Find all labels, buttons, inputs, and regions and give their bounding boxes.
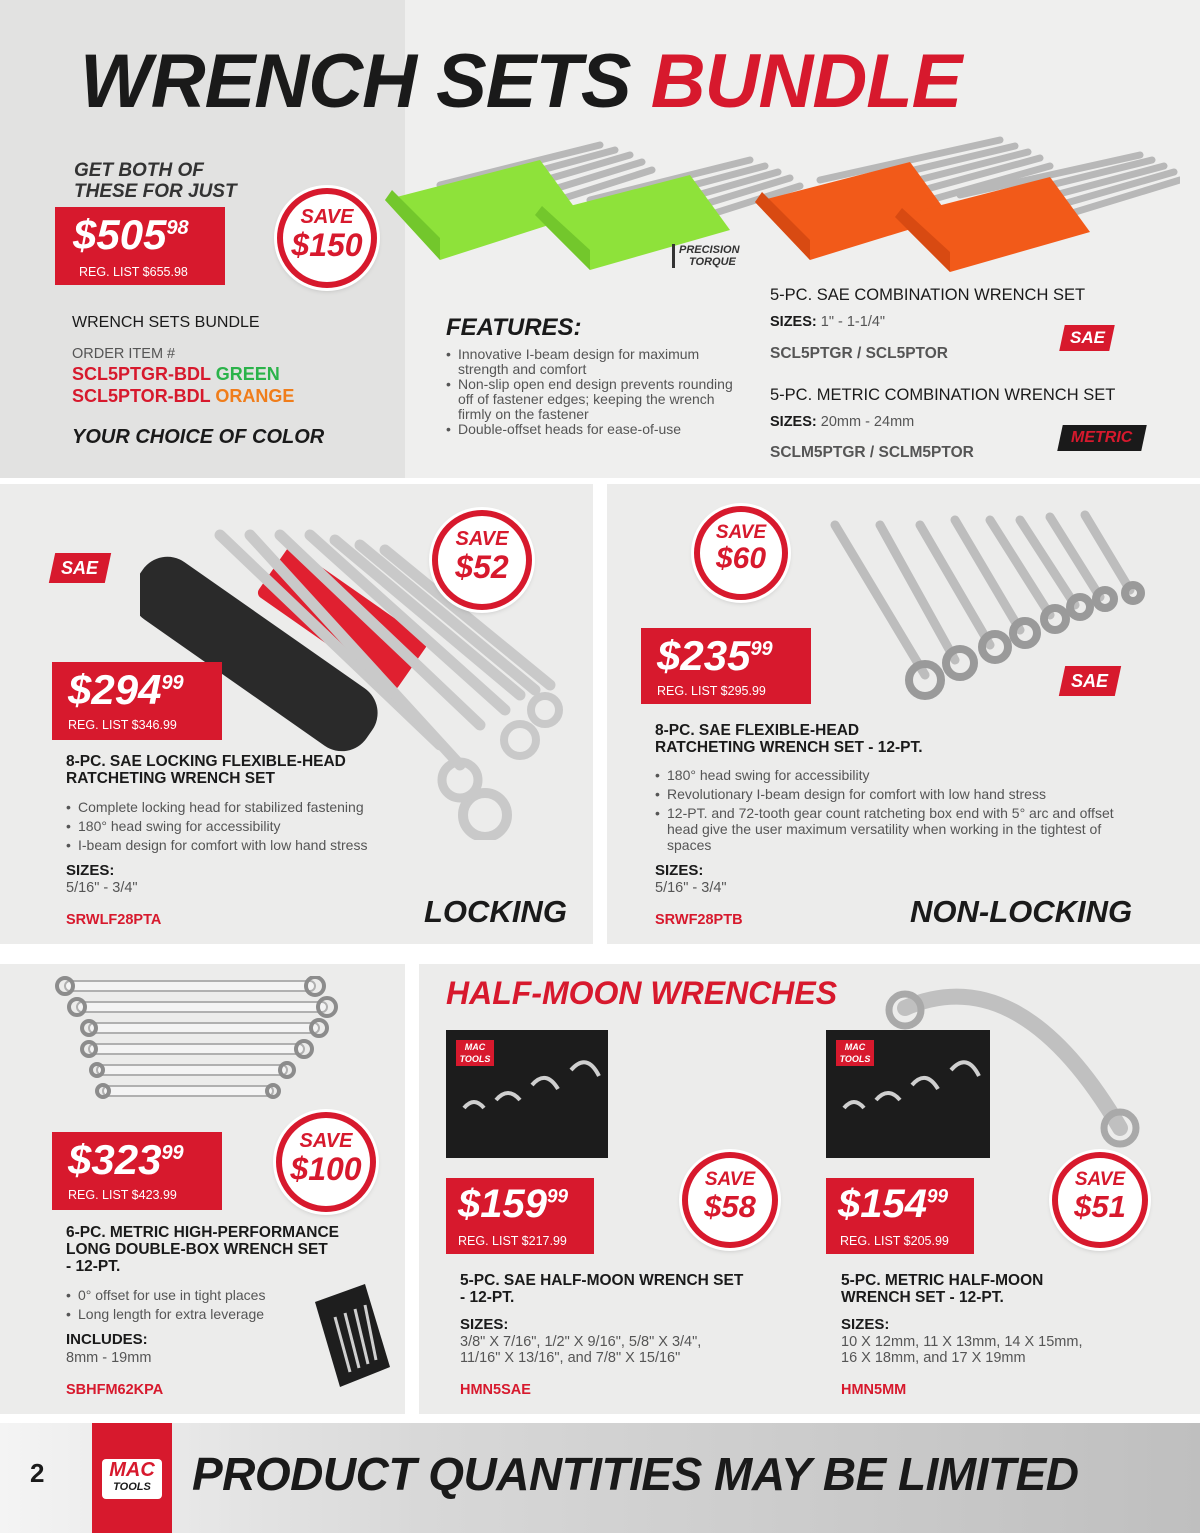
locking-sizes: 5/16" - 3/4" <box>66 880 138 896</box>
bundle-price-box <box>55 207 225 285</box>
mac-tools-logo <box>92 1423 172 1533</box>
doublebox-save-badge <box>276 1112 376 1212</box>
order-label: ORDER ITEM # <box>72 346 176 362</box>
hm-metric-price-box <box>826 1178 974 1254</box>
hm-metric-price-main: $154 <box>838 1182 927 1226</box>
nonlocking-price <box>657 632 773 680</box>
bundle-save-word: SAVE <box>300 206 354 228</box>
hm-sae-save-badge <box>682 1152 778 1248</box>
halfmoon-heading: HALF-MOON WRENCHES <box>446 975 838 1011</box>
nonlocking-price-box <box>641 628 811 704</box>
locking-feature: • 180° head swing for accessibility <box>66 817 446 836</box>
doublebox-price-main: $323 <box>68 1136 162 1183</box>
hm-sae-save-word: SAVE <box>704 1169 756 1190</box>
locking-feature: • I-beam design for comfort with low hand stress <box>66 836 446 855</box>
hm-sae-title-line2: - 12-PT. <box>460 1289 515 1306</box>
metric-pouch-wrenches <box>826 1030 990 1158</box>
doublebox-title-line2: LONG DOUBLE-BOX WRENCH SET <box>66 1241 328 1258</box>
doublebox-feature: • Long length for extra leverage <box>66 1305 326 1324</box>
locking-sae-tag-label: SAE <box>61 558 99 578</box>
order-orange-color: ORANGE <box>215 386 295 406</box>
nonlocking-price-cents: 99 <box>750 638 773 660</box>
sae-halfmoon-pouch <box>446 1030 608 1158</box>
nonlocking-sae-tag <box>1059 666 1121 696</box>
sae-pouch-wrenches <box>446 1030 608 1158</box>
metric-sizes <box>770 414 914 430</box>
hm-metric-title <box>841 1272 1043 1306</box>
sae-pouch-logo-line2: TOOLS <box>459 1054 491 1064</box>
hm-sae-sizes-line1: 3/8" X 7/16", 1/2" X 9/16", 5/8" X 3/4", <box>460 1334 702 1350</box>
metric-halfmoon-pouch <box>826 1030 990 1158</box>
nonlocking-title-line1: 8-PC. SAE FLEXIBLE-HEAD <box>655 722 860 739</box>
hm-sae-save-amount: $58 <box>704 1189 756 1224</box>
hm-sae-title <box>460 1272 743 1306</box>
order-green <box>72 364 280 385</box>
doublebox-pouch-image <box>305 1282 395 1392</box>
nonlocking-save-badge <box>694 506 788 600</box>
choice-of-color: YOUR CHOICE OF COLOR <box>72 426 325 448</box>
sae-tag <box>1059 325 1115 351</box>
mac-tools-logo-badge <box>102 1459 162 1499</box>
hm-metric-sizes-line1: 10 X 12mm, 11 X 13mm, 14 X 15mm, <box>841 1334 1083 1350</box>
locking-title-line1: 8-PC. SAE LOCKING FLEXIBLE-HEAD <box>66 753 346 770</box>
hm-sae-sizes <box>460 1334 701 1366</box>
hm-sae-price-cents: 99 <box>546 1186 569 1208</box>
page-number: 2 <box>30 1458 45 1488</box>
nonlocking-features <box>655 767 1135 853</box>
locking-title-line2: RATCHETING WRENCH SET <box>66 770 275 787</box>
hm-metric-code: HMN5MM <box>841 1382 907 1398</box>
combination-wrench-sets-image <box>380 120 1180 280</box>
bundle-name: WRENCH SETS BUNDLE <box>72 314 260 331</box>
order-green-code: SCL5PTGR-BDL <box>72 364 211 384</box>
metric-pouch-logo-line2: TOOLS <box>839 1054 871 1064</box>
locking-feature: • Complete locking head for stabilized fastening <box>66 798 446 817</box>
hm-metric-save-word: SAVE <box>1074 1169 1126 1190</box>
locking-save-badge <box>432 510 532 610</box>
locking-price-box <box>52 662 222 740</box>
metric-sizes-label: SIZES: <box>770 414 817 430</box>
sae-tag-label: SAE <box>1069 328 1105 347</box>
hm-metric-title-line2: WRENCH SET - 12-PT. <box>841 1289 1004 1306</box>
doublebox-title-line1: 6-PC. METRIC HIGH-PERFORMANCE <box>66 1224 339 1241</box>
get-both-text <box>74 160 237 202</box>
hm-sae-price-box <box>446 1178 594 1254</box>
sae-sizes-value: 1" - 1-1/4" <box>820 314 886 330</box>
nonlocking-price-main: $235 <box>657 632 751 679</box>
page-title <box>80 40 961 124</box>
bundle-price-main: $505 <box>73 211 167 258</box>
doublebox-save-word: SAVE <box>299 1130 353 1152</box>
metric-sizes-value: 20mm - 24mm <box>820 414 915 430</box>
page-title-black: WRENCH SETS <box>80 39 631 124</box>
nonlocking-label: NON-LOCKING <box>910 894 1133 929</box>
hm-sae-code: HMN5SAE <box>460 1382 531 1398</box>
get-both-line2: THESE FOR JUST <box>74 181 237 202</box>
hm-metric-save-amount: $51 <box>1074 1189 1126 1224</box>
locking-label: LOCKING <box>424 894 567 929</box>
features-title: FEATURES: <box>446 314 582 341</box>
mac-tools-logo-line1: MAC <box>109 1459 155 1481</box>
precision-torque-logo <box>672 244 740 268</box>
doublebox-features <box>66 1286 326 1324</box>
locking-save-amount: $52 <box>455 549 509 585</box>
bundle-price-cents: 98 <box>166 217 189 239</box>
locking-reg-price: REG. LIST $346.99 <box>68 718 177 732</box>
doublebox-price <box>68 1136 184 1184</box>
sae-sizes <box>770 314 885 330</box>
sae-set-title: 5-PC. SAE COMBINATION WRENCH SET <box>770 286 1086 304</box>
nonlocking-feature: • 12-PT. and 72-tooth gear count ratcheting box end with 5° arc and offset head give the user maximum versatility when working in the tightest of spaces <box>655 805 1135 853</box>
hm-metric-title-line1: 5-PC. METRIC HALF-MOON <box>841 1272 1044 1289</box>
get-both-line1: GET BOTH OF <box>74 160 204 181</box>
hm-metric-price-cents: 99 <box>926 1186 949 1208</box>
doublebox-price-box <box>52 1132 222 1210</box>
metric-tag-label: METRIC <box>1071 429 1133 446</box>
doublebox-title <box>66 1224 339 1275</box>
sae-sizes-label: SIZES: <box>770 314 817 330</box>
feature-item: • Innovative I-beam design for maximum strength and comfort <box>446 347 736 377</box>
footer-text: PRODUCT QUANTITIES MAY BE LIMITED <box>192 1448 1079 1500</box>
doublebox-includes-label: INCLUDES: <box>66 1331 148 1348</box>
locking-price <box>68 666 184 714</box>
metric-pouch-logo-line1: MAC <box>844 1042 866 1052</box>
doublebox-price-cents: 99 <box>161 1142 184 1164</box>
feature-item: • Double-offset heads for ease-of-use <box>446 422 736 437</box>
locking-title <box>66 753 346 787</box>
double-box-wrench-set-image <box>45 976 345 1106</box>
nonlocking-save-amount: $60 <box>715 542 767 575</box>
locking-price-main: $294 <box>68 666 162 713</box>
features-list <box>446 347 736 437</box>
bundle-price <box>73 211 189 259</box>
locking-sizes-label: SIZES: <box>66 862 115 879</box>
metric-codes: SCLM5PTGR / SCLM5PTOR <box>770 444 974 461</box>
nonlocking-feature: • Revolutionary I-beam design for comfort with low hand stress <box>655 786 1135 802</box>
hm-metric-sizes-label: SIZES: <box>841 1316 890 1333</box>
locking-features <box>66 798 446 855</box>
order-orange-code: SCL5PTOR-BDL <box>72 386 211 406</box>
nonlocking-title <box>655 722 923 756</box>
nonlocking-feature: • 180° head swing for accessibility <box>655 767 1135 783</box>
nonlocking-reg-price: REG. LIST $295.99 <box>657 684 766 698</box>
doublebox-title-line3: - 12-PT. <box>66 1258 121 1275</box>
hm-sae-title-line1: 5-PC. SAE HALF-MOON WRENCH SET <box>460 1272 744 1289</box>
doublebox-save-amount: $100 <box>290 1151 362 1187</box>
nonlocking-sae-tag-label: SAE <box>1071 671 1109 691</box>
order-orange <box>72 386 294 407</box>
hm-metric-sizes <box>841 1334 1083 1366</box>
hm-sae-price <box>458 1182 568 1227</box>
green-set-2 <box>535 160 800 270</box>
sae-pouch-logo-line1: MAC <box>464 1042 486 1052</box>
locking-price-cents: 99 <box>161 672 184 694</box>
order-green-color: GREEN <box>215 364 280 384</box>
nonlocking-sizes-label: SIZES: <box>655 862 704 879</box>
hm-sae-price-main: $159 <box>458 1182 547 1226</box>
hm-sae-sizes-line2: 11/16" X 13/16", and 7/8" X 15/16" <box>460 1350 681 1366</box>
hm-metric-sizes-line2: 16 X 18mm, and 17 X 19mm <box>841 1350 1026 1366</box>
doublebox-reg-price: REG. LIST $423.99 <box>68 1188 177 1202</box>
locking-sae-tag <box>49 553 111 583</box>
feature-item: • Non-slip open end design prevents rounding off of fastener edges; keeping the wrench firmly on the fastener <box>446 377 736 422</box>
nonlocking-code: SRWF28PTB <box>655 912 743 928</box>
metric-set-title: 5-PC. METRIC COMBINATION WRENCH SET <box>770 386 1116 404</box>
nonlocking-save-word: SAVE <box>715 522 767 543</box>
doublebox-code: SBHFM62KPA <box>66 1382 164 1398</box>
precision-torque-logo-line2: TORQUE <box>689 256 736 268</box>
metric-tag <box>1057 425 1147 451</box>
hm-metric-reg-price: REG. LIST $205.99 <box>840 1234 949 1248</box>
hm-sae-reg-price: REG. LIST $217.99 <box>458 1234 567 1248</box>
hm-metric-save-badge <box>1052 1152 1148 1248</box>
hm-sae-sizes-label: SIZES: <box>460 1316 509 1333</box>
locking-save-word: SAVE <box>455 528 509 550</box>
bundle-save-amount: $150 <box>291 227 363 263</box>
nonlocking-title-line2: RATCHETING WRENCH SET - 12-PT. <box>655 739 923 756</box>
hm-metric-price <box>838 1182 948 1227</box>
doublebox-feature: • 0° offset for use in tight places <box>66 1286 326 1305</box>
sae-codes: SCL5PTGR / SCL5PTOR <box>770 345 948 362</box>
precision-torque-logo-line1: PRECISION <box>679 244 740 256</box>
locking-code: SRWLF28PTA <box>66 912 162 928</box>
doublebox-includes: 8mm - 19mm <box>66 1350 152 1366</box>
page-title-red: BUNDLE <box>650 39 962 124</box>
mac-tools-logo-line2: TOOLS <box>113 1481 151 1493</box>
bundle-save-badge <box>277 188 377 288</box>
nonlocking-sizes: 5/16" - 3/4" <box>655 880 727 896</box>
bundle-reg-price: REG. LIST $655.98 <box>79 265 188 279</box>
